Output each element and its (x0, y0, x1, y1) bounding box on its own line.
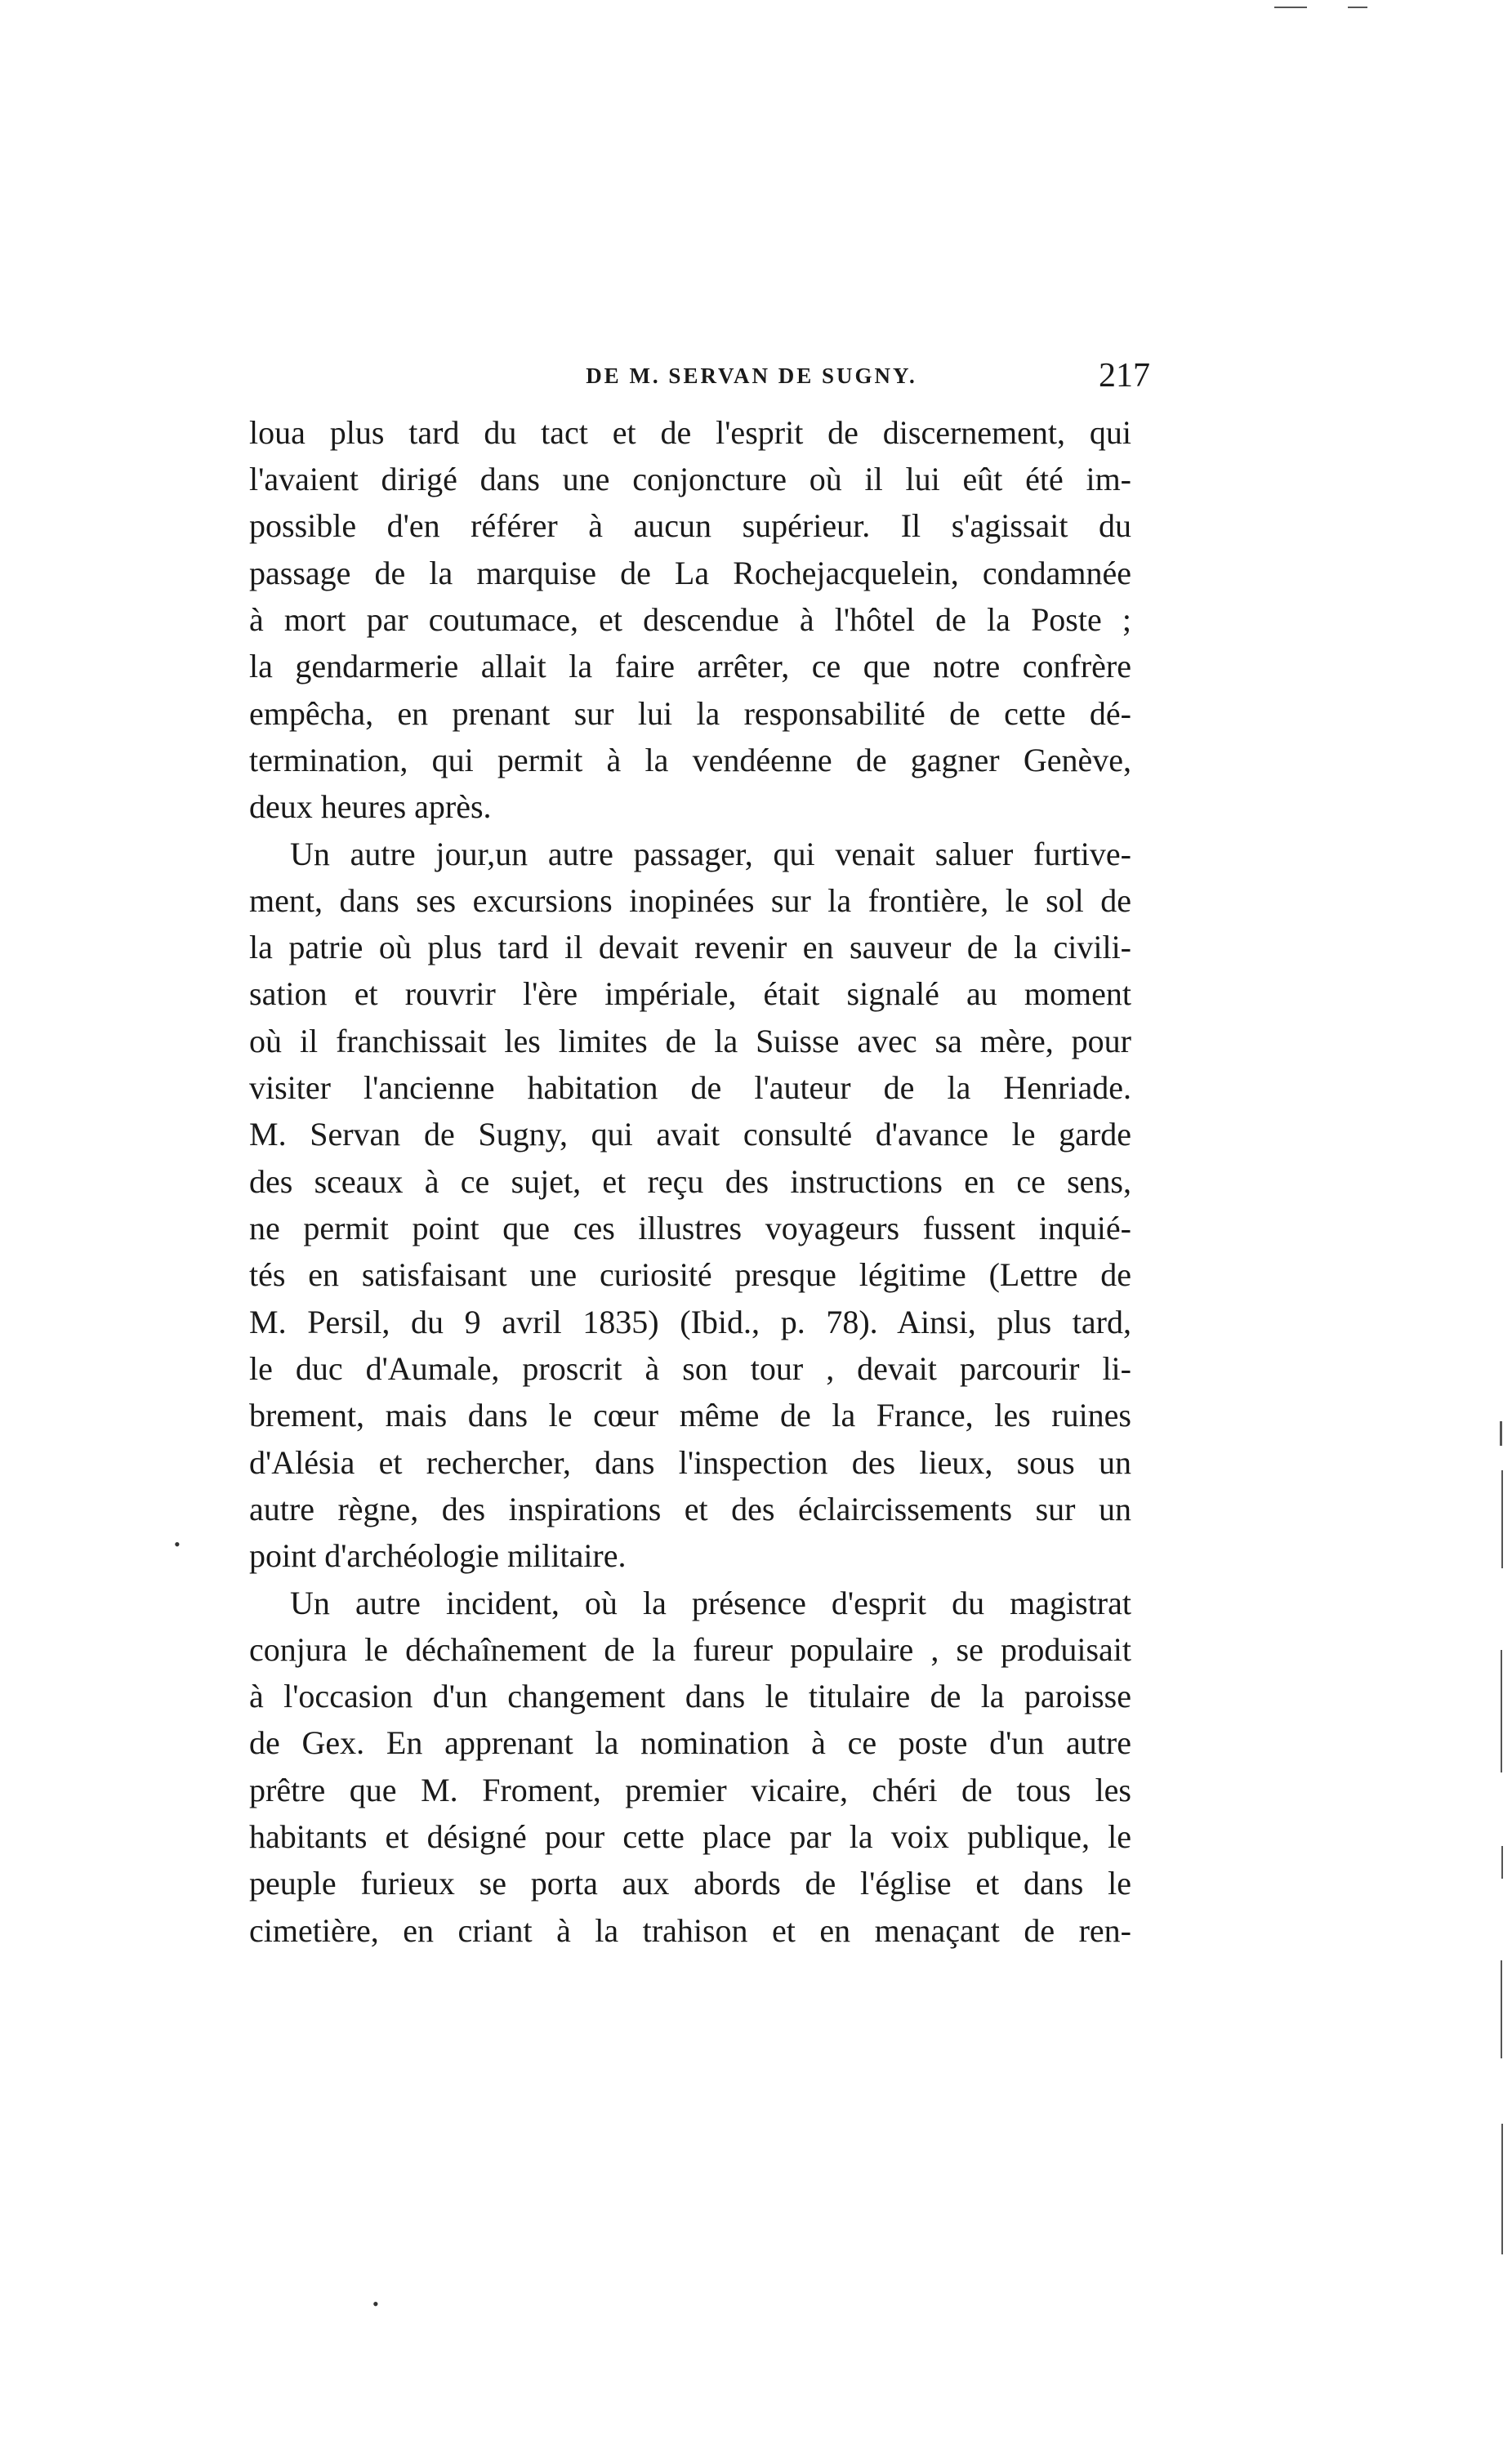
edge-mark (1501, 1846, 1503, 1879)
text-line: point d'archéologie militaire. (249, 1537, 627, 1574)
text-line: ment, dans ses excursions inopinées sur la frontière, le sol de (249, 882, 1131, 919)
stray-mark: • (174, 1534, 181, 1554)
text-line: M. Persil, du 9 avril 1835) (Ibid., p. 78). Ainsi, plus tard, (249, 1304, 1131, 1340)
text-line: prêtre que M. Froment, premier vicaire, chéri de tous les (249, 1772, 1131, 1808)
text-line: brement, mais dans le cœur même de la France, les ruines (249, 1397, 1131, 1434)
text-line: le duc d'Aumale, proscrit à son tour , devait parcourir li- (249, 1350, 1131, 1387)
edge-mark (1501, 1960, 1502, 2058)
edge-mark (1348, 7, 1367, 8)
text-line: de Gex. En apprenant la nomination à ce poste d'un autre (249, 1724, 1131, 1761)
edge-mark (1501, 1650, 1502, 1772)
text-line: M. Servan de Sugny, qui avait consulté d'avance le garde (249, 1116, 1131, 1153)
text-line: la gendarmerie allait la faire arrêter, ce que notre confrère (249, 648, 1131, 684)
text-line: ne permit point que ces illustres voyageurs fussent inquié- (249, 1210, 1131, 1246)
text-line: Un autre jour,un autre passager, qui venait saluer furtive- (290, 836, 1131, 872)
text-line: sation et rouvrir l'ère impériale, était signalé au moment (249, 975, 1131, 1012)
text-line: la patrie où plus tard il devait revenir en sauveur de la civili- (249, 929, 1131, 965)
text-line: possible d'en référer à aucun supérieur. Il s'agissait du (249, 507, 1131, 544)
text-line: d'Alésia et rechercher, dans l'inspection des lieux, sous un (249, 1444, 1131, 1481)
text-line: où il franchissait les limites de la Suisse avec sa mère, pour (249, 1023, 1131, 1059)
page-number: 217 (1099, 357, 1150, 395)
text-line: Un autre incident, où la présence d'esprit du magistrat (290, 1585, 1131, 1621)
text-line: termination, qui permit à la vendéenne de gagner Genève, (249, 742, 1131, 778)
text-line: peuple furieux se porta aux abords de l'église et dans le (249, 1865, 1131, 1902)
edge-mark (1500, 1421, 1502, 1446)
text-line: habitants et désigné pour cette place par la voix publique, le (249, 1818, 1131, 1855)
text-line: autre règne, des inspirations et des éclaircissements sur un (249, 1491, 1131, 1527)
text-line: cimetière, en criant à la trahison et en menaçant de ren- (249, 1912, 1131, 1949)
text-line: conjura le déchaînement de la fureur populaire , se produisait (249, 1631, 1131, 1668)
text-line: l'avaient dirigé dans une conjoncture où il lui eût été im- (249, 461, 1131, 497)
text-line: visiter l'ancienne habitation de l'auteur de la Henriade. (249, 1069, 1131, 1106)
text-line: à mort par coutumace, et descendue à l'hôtel de la Poste ; (249, 601, 1131, 638)
text-line: des sceaux à ce sujet, et reçu des instructions en ce sens, (249, 1163, 1131, 1200)
text-line: tés en satisfaisant une curiosité presque légitime (Lettre de (249, 1256, 1131, 1293)
text-line: deux heures après. (249, 788, 492, 825)
running-title: DE M. SERVAN DE SUGNY. (586, 363, 917, 388)
text-line: passage de la marquise de La Rochejacquelein, condamnée (249, 555, 1131, 591)
edge-mark (1501, 2124, 1503, 2254)
edge-mark (1274, 7, 1307, 8)
text-line: empêcha, en prenant sur lui la responsabilité de cette dé- (249, 695, 1131, 732)
text-line: loua plus tard du tact et de l'esprit de discernement, qui (249, 414, 1131, 451)
stray-mark: • (372, 2294, 379, 2314)
edge-mark (1501, 1470, 1503, 1568)
text-line: à l'occasion d'un changement dans le titulaire de la paroisse (249, 1678, 1131, 1714)
